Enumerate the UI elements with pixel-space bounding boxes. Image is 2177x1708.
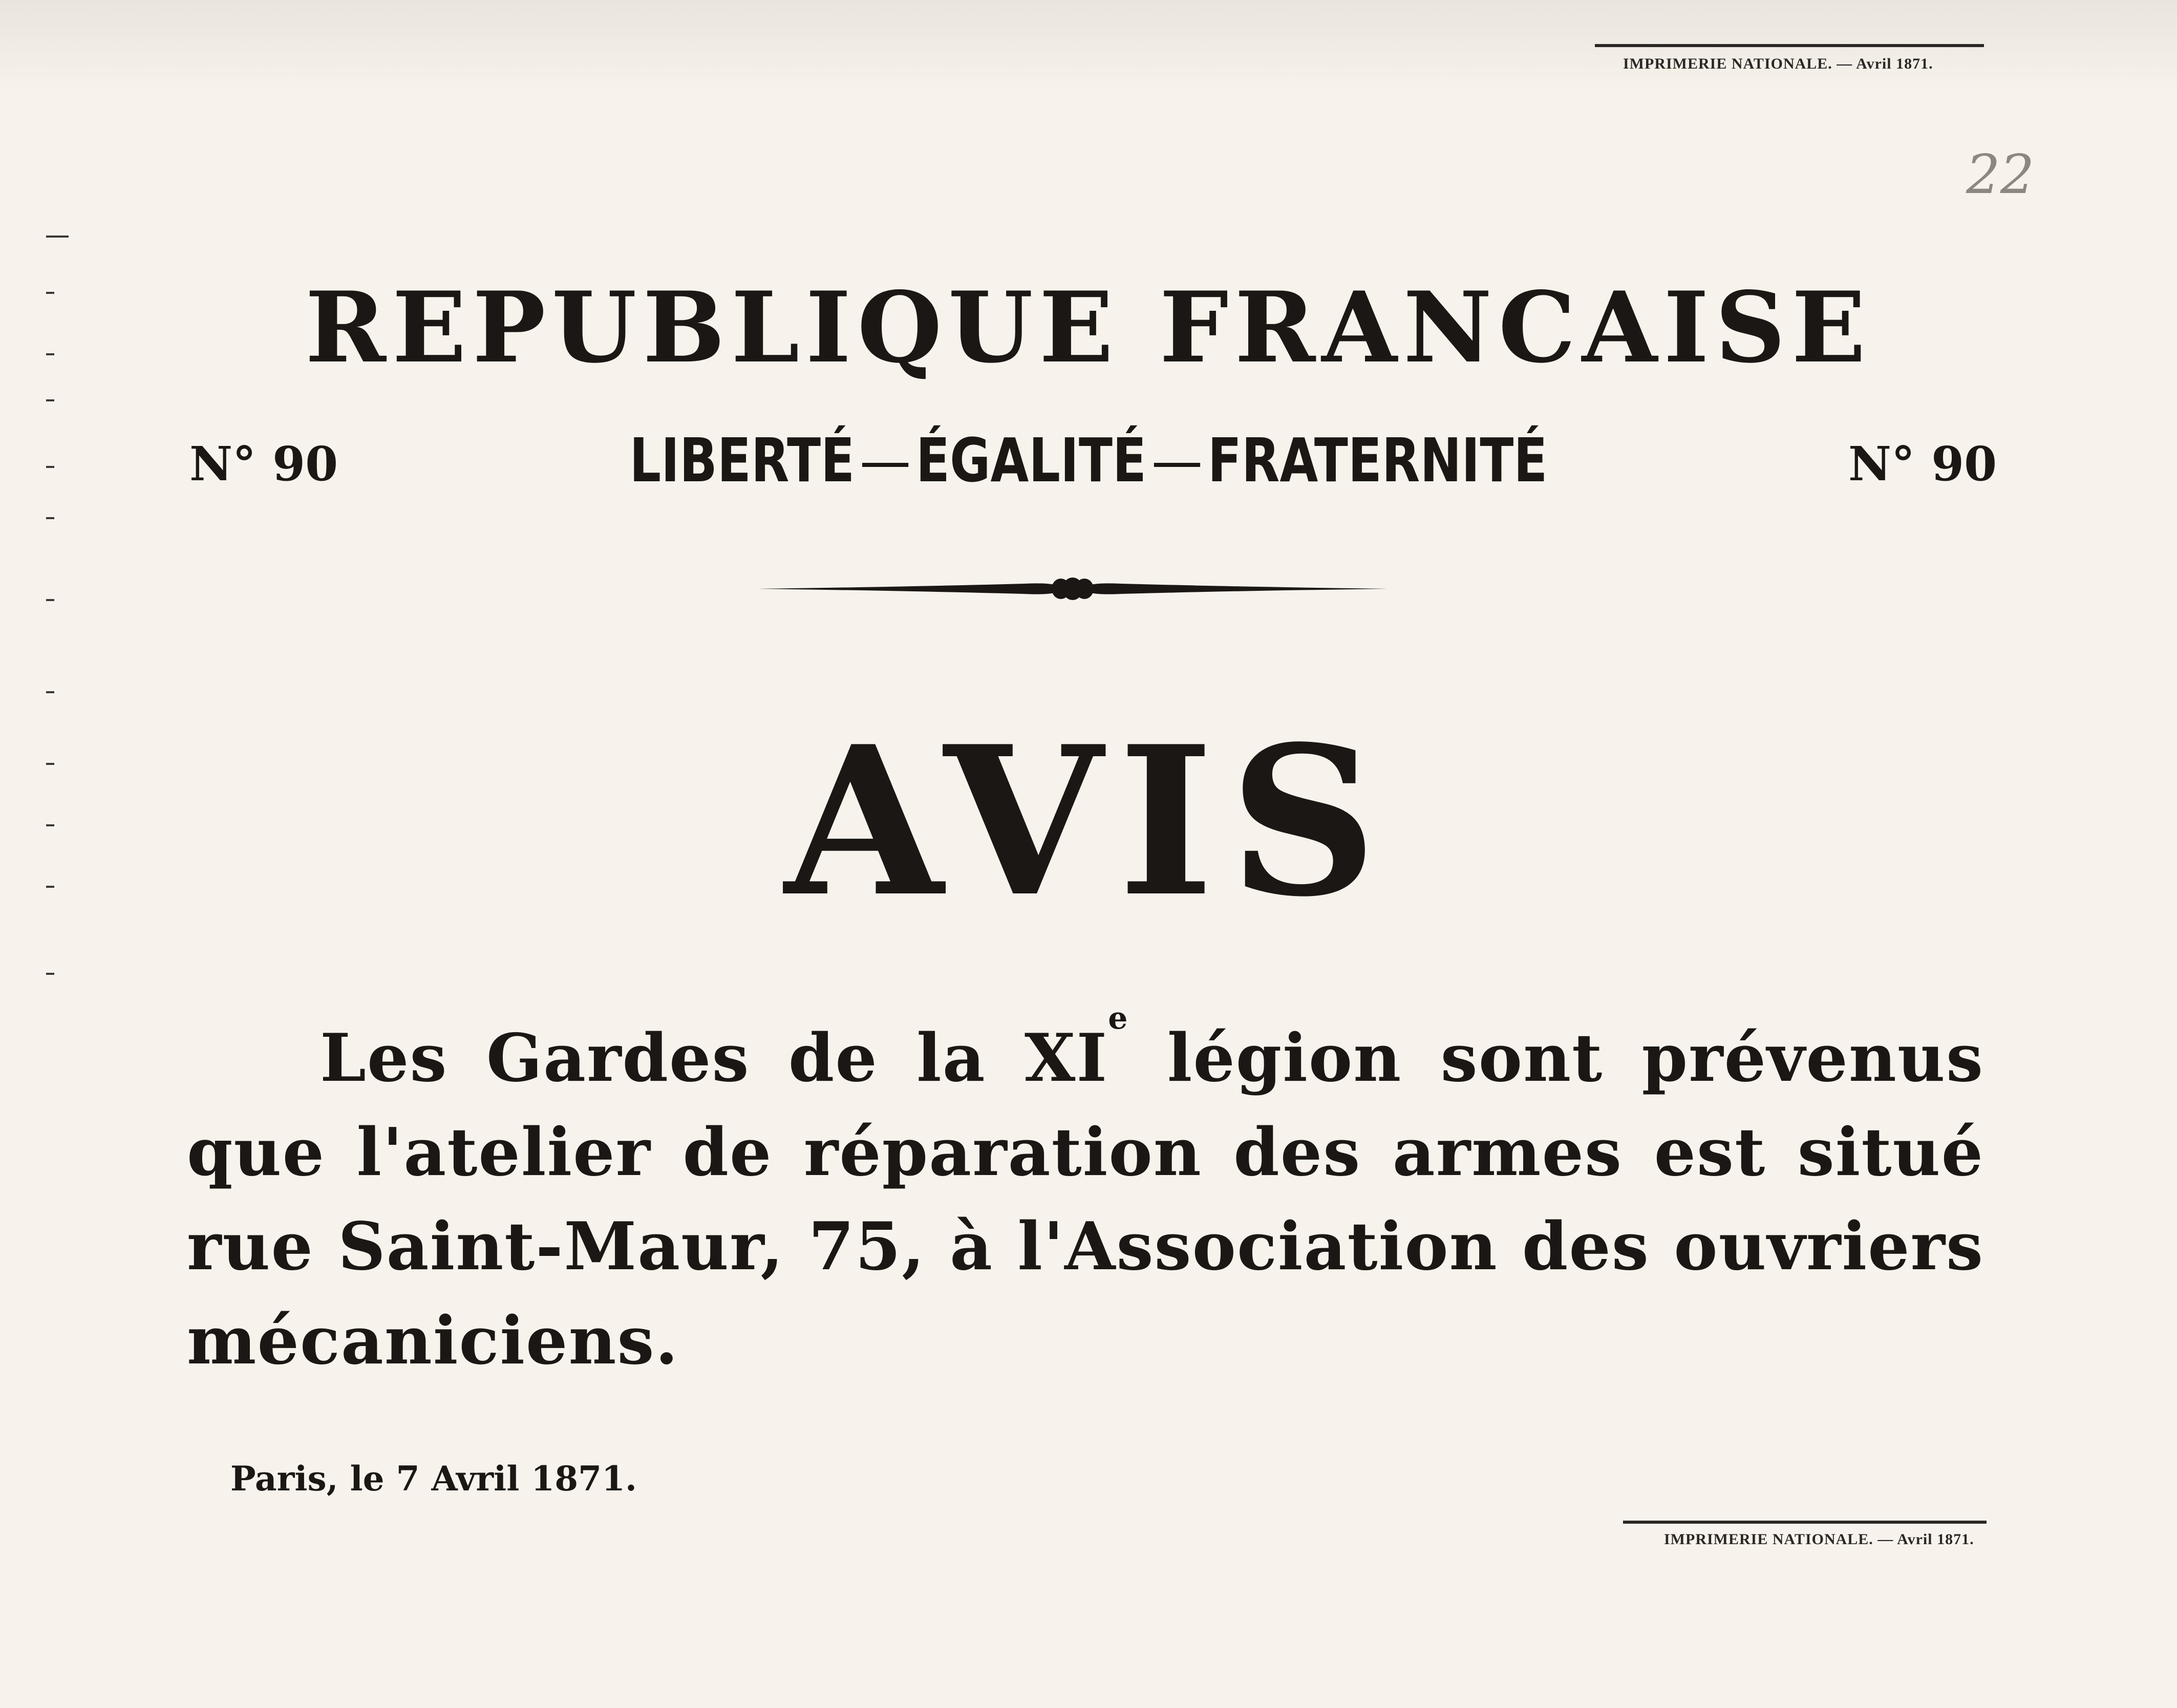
body-part1: Les Gardes de la XI <box>320 1020 1108 1097</box>
printer-rule-bottom <box>1623 1521 1987 1524</box>
poster-number-right: N° 90 <box>1848 436 1997 492</box>
motto-liberte: LIBERTÉ <box>629 425 855 496</box>
notice-body <box>187 1000 1984 1388</box>
binding-mark <box>46 691 54 693</box>
motto-fraternite: FRATERNITÉ <box>1207 425 1548 496</box>
body-superscript: e <box>1108 1000 1129 1036</box>
motto-egalite: ÉGALITÉ <box>915 425 1147 496</box>
ornament-bead <box>1075 579 1094 599</box>
notice-heading: AVIS <box>784 701 1393 942</box>
binding-mark <box>46 517 54 519</box>
binding-mark <box>46 236 69 238</box>
ornament-right-spindle <box>1091 583 1388 594</box>
motto-dash <box>862 463 908 467</box>
archive-number: 22 <box>1966 143 2035 206</box>
binding-mark <box>46 466 54 468</box>
binding-mark <box>46 599 54 601</box>
printer-mark-top: IMPRIMERIE NATIONALE. — Avril 1871. <box>1623 55 1933 72</box>
poster-title: REPUBLIQUE FRANCAISE <box>305 270 1872 385</box>
ornament-left-spindle <box>758 583 1055 594</box>
binding-mark <box>46 399 54 401</box>
motto-line <box>196 425 1981 496</box>
date-line: Paris, le 7 Avril 1871. <box>230 1459 637 1499</box>
poster-number-left: N° 90 <box>189 436 338 492</box>
binding-mark <box>46 973 54 975</box>
motto-dash <box>1154 463 1200 467</box>
body-part2: légion sont prévenus que l'atelier de réparation des armes est situé rue Saint-Maur, 75, à l'Association des ouvriers mécaniciens. <box>187 1020 1984 1379</box>
ornamental-rule <box>758 568 1388 609</box>
printer-mark-bottom: IMPRIMERIE NATIONALE. — Avril 1871. <box>1664 1531 1974 1548</box>
printer-rule-top <box>1595 44 1984 47</box>
